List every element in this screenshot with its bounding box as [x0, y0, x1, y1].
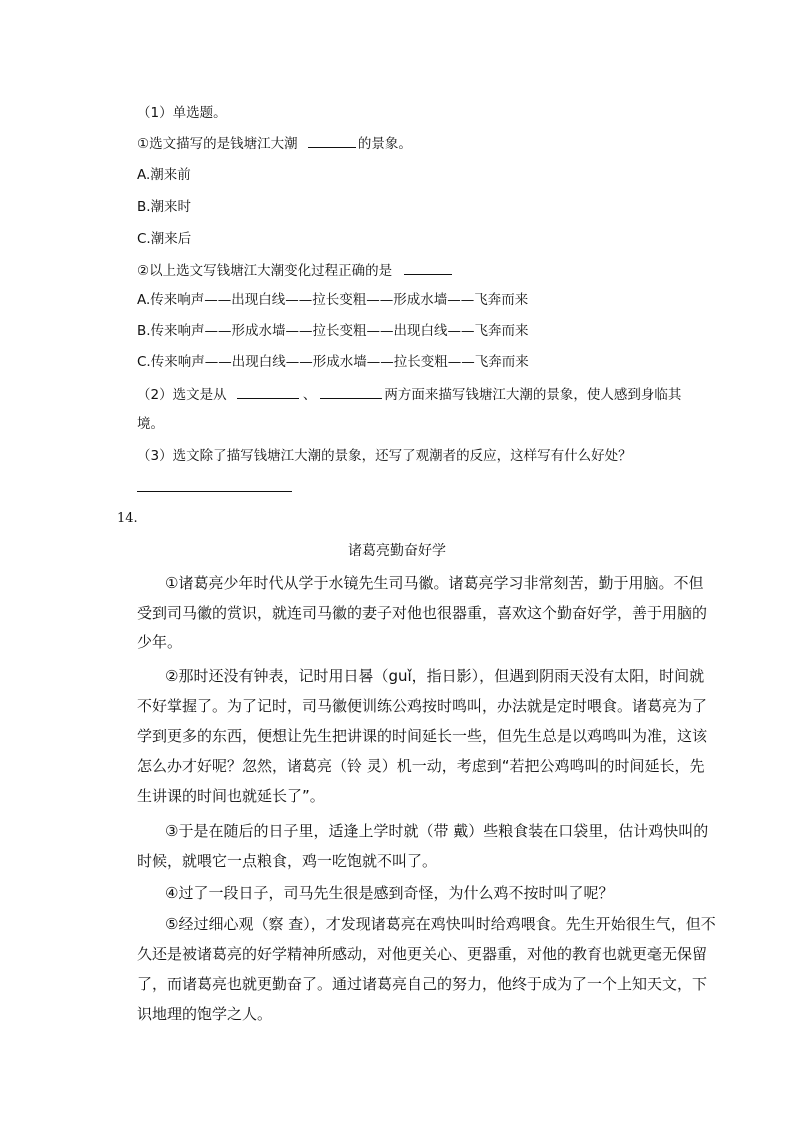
- passage-line-14: 了，而诸葛亮也就更勤奋了。通过诸葛亮自己的努力，他终于成为了一个上知天文，下: [137, 975, 708, 993]
- q13-part2-separator: 、: [302, 387, 317, 403]
- q13-part3: （3）选文除了描写钱塘江大潮的景象，还写了观潮者的反应，这样写有什么好处？: [137, 448, 632, 464]
- q13-part2-text-end: 两方面来描写钱塘江大潮的景象，使人感到身临其: [384, 387, 682, 403]
- q13-q2-stem-text: ②以上选文写钱塘江大潮变化过程正确的是: [137, 263, 393, 279]
- passage-line-10: 时候，就喂它一点粮食，鸡一吃饱就不叫了。: [137, 852, 438, 870]
- q13-q2-option-c[interactable]: C.传来响声——出现白线——形成水墙——拉长变粗——飞奔而来: [137, 354, 529, 370]
- q13-q1-option-c[interactable]: C.潮来后: [137, 231, 192, 247]
- passage-line-1: ①诸葛亮少年时代从学于水镜先生司马徽。诸葛亮学习非常刻苦，勤于用脑。不但: [165, 574, 704, 592]
- q13-part2-continuation: 境。: [137, 416, 164, 432]
- q13-q2-stem: [137, 261, 452, 280]
- passage-line-3: 少年。: [137, 633, 183, 651]
- q13-part2-text-start: （2）选文是从: [137, 387, 227, 403]
- q13-part2: [137, 385, 681, 404]
- q13-q1-option-b[interactable]: B.潮来时: [137, 199, 192, 215]
- passage-line-8: 生讲课的时间也就延长了”。: [137, 787, 325, 805]
- q13-part2-blank-2[interactable]: [320, 385, 382, 399]
- q13-q1-answer-blank[interactable]: [308, 134, 356, 148]
- q13-q2-answer-blank[interactable]: [404, 261, 452, 275]
- q13-part2-blank-1[interactable]: [237, 385, 299, 399]
- passage-line-9: ③于是在随后的日子里，适逢上学时就（带 戴）些粮食装在口袋里，估计鸡快叫的: [165, 822, 709, 840]
- passage-line-13: 久还是被诸葛亮的好学精神所感动，对他更关心、更器重，对他的教育也就更毫无保留: [137, 945, 708, 963]
- q13-q1-stem-after: 的景象。: [357, 136, 412, 152]
- q13-q2-option-a[interactable]: A.传来响声——出现白线——拉长变粗——形成水墙——飞奔而来: [137, 292, 529, 308]
- passage-line-7: 怎么办才好呢？忽然，诸葛亮（铃 灵）机一动，考虑到“若把公鸡鸣叫的时间延长，先: [137, 757, 705, 775]
- q13-q1-stem: [137, 134, 412, 153]
- passage-title: 诸葛亮勤奋好学: [348, 543, 446, 559]
- passage-line-6: 学到更多的东西，便想让先生把讲课的时间延长一些，但先生总是以鸡鸣叫为准，这该: [137, 727, 708, 745]
- passage-line-4: ②那时还没有钟表，记时用日晷（guǐ，指日影），但遇到阴雨天没有太阳，时间就: [165, 667, 705, 685]
- q13-q1-stem-before: ①选文描写的是钱塘江大潮: [137, 136, 298, 152]
- q13-q2-option-b[interactable]: B.传来响声——形成水墙——拉长变粗——出现白线——飞奔而来: [137, 323, 529, 339]
- question-number: 14.: [117, 511, 138, 526]
- q13-q1-option-a[interactable]: A.潮来前: [137, 167, 191, 183]
- passage-line-11: ④过了一段日子，司马先生很是感到奇怪，为什么鸡不按时叫了呢？: [165, 884, 614, 902]
- passage-line-5: 不好掌握了。为了记时，司马徽便训练公鸡按时鸣叫，办法就是定时喂食。诸葛亮为了: [137, 697, 708, 715]
- passage-line-12: ⑤经过细心观（察 查），才发现诸葛亮在鸡快叫时给鸡喂食。先生开始很生气，但不: [165, 915, 716, 933]
- q13-part3-answer-line[interactable]: [137, 491, 292, 492]
- passage-line-15: 识地理的饱学之人。: [137, 1005, 273, 1023]
- q13-part1-heading: （1）单选题。: [137, 105, 227, 121]
- passage-line-2: 受到司马徽的赏识，就连司马徽的妻子对他也很器重，喜欢这个勤奋好学，善于用脑的: [137, 604, 708, 622]
